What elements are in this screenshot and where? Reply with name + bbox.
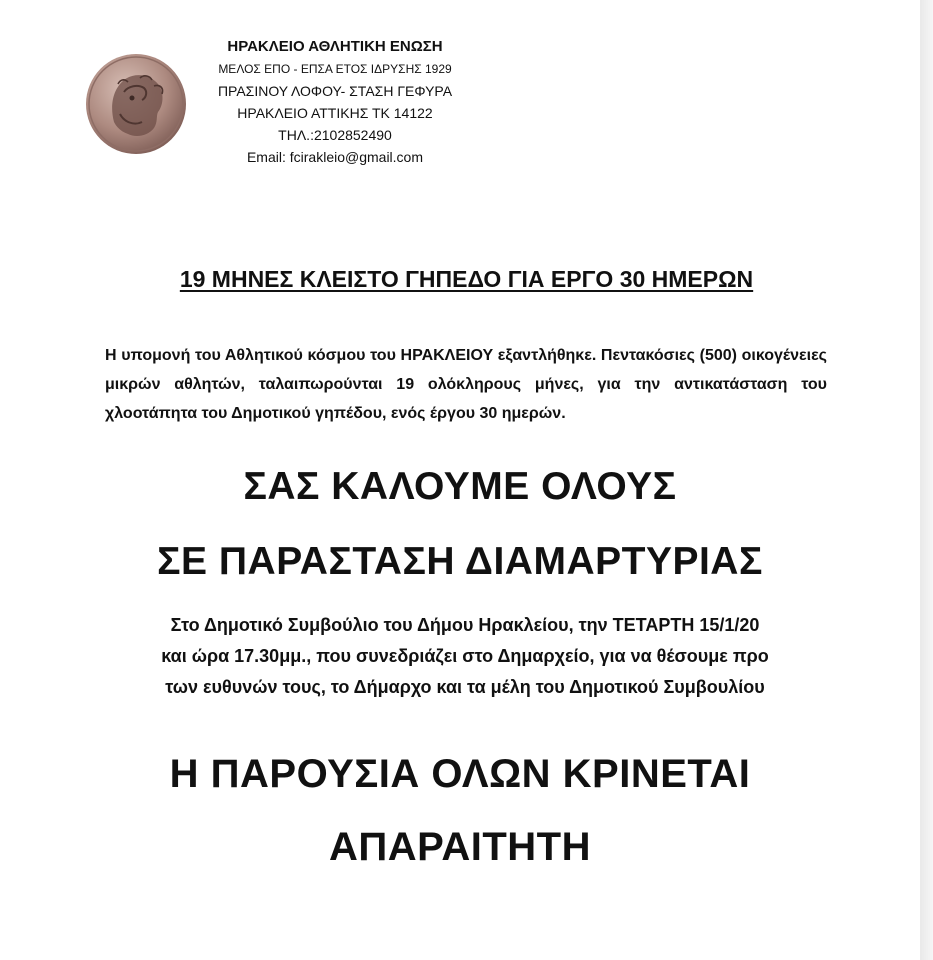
org-membership: ΜΕΛΟΣ ΕΠΟ - ΕΠΣΑ ΕΤΟΣ ΙΔΡΥΣΗΣ 1929 xyxy=(218,62,452,76)
org-address-line2: ΗΡΑΚΛΕΙΟ ΑΤΤΙΚΗΣ ΤΚ 14122 xyxy=(237,105,433,121)
intro-paragraph: Η υπομονή του Αθλητικού κόσμου του ΗΡΑΚΛΕΙΟΥ εξαντλήθηκε. Πεντακόσιες (500) οικογένειες μικρών αθλητών, ταλαιπωρούνται 19 ολόκληρους μήνες, για την αντικατάσταση του χλοοτάπητα του Δημοτικού γηπέδου, ενός έργου 30 ημερών. xyxy=(105,347,827,422)
details-line-1: Στο Δημοτικό Συμβούλιο του Δήμου Ηρακλείου, την ΤΕΤΑΡΤΗ 15/1/20 xyxy=(170,615,760,635)
organization-header xyxy=(200,36,470,168)
org-name: ΗΡΑΚΛΕΙΟ ΑΘΛΗΤΙΚΗ ΕΝΩΣΗ xyxy=(227,38,443,55)
call-line-2: ΣΕ ΠΑΡΑΣΤΑΣΗ ΔΙΑΜΑΡΤΥΡΙΑΣ xyxy=(157,540,763,583)
coin-portrait-icon xyxy=(84,52,188,156)
org-email: Email: fcirakleio@gmail.com xyxy=(246,149,424,165)
org-address-line1: ΠΡΑΣΙΝΟΥ ΛΟΦΟΥ- ΣΤΑΣΗ ΓΕΦΥΡΑ xyxy=(217,83,453,99)
details-line-3: των ευθυνών τους, το Δήμαρχο και τα μέλη του Δημοτικού Συμβουλίου xyxy=(165,677,765,697)
details-line-2: και ώρα 17.30μμ., που συνεδριάζει στο Δημαρχείο, για να θέσουμε προ xyxy=(161,646,769,666)
page-edge xyxy=(920,0,933,960)
document-headline: 19 ΜΗΝΕΣ ΚΛΕΙΣΤΟ ΓΗΠΕΔΟ ΓΙΑ ΕΡΓΟ 30 ΗΜΕΡΩΝ xyxy=(179,266,754,292)
presence-line-1: Η ΠΑΡΟΥΣΙΑ ΟΛΩΝ ΚΡΙΝΕΤΑΙ xyxy=(169,752,751,796)
org-phone: ΤΗΛ.:2102852490 xyxy=(278,127,392,143)
details-paragraph xyxy=(95,610,835,703)
call-line-1: ΣΑΣ ΚΑΛΟΥΜΕ ΟΛΟΥΣ xyxy=(243,465,677,508)
presence-line-2: ΑΠΑΡΑΙΤΗΤΗ xyxy=(328,825,591,869)
